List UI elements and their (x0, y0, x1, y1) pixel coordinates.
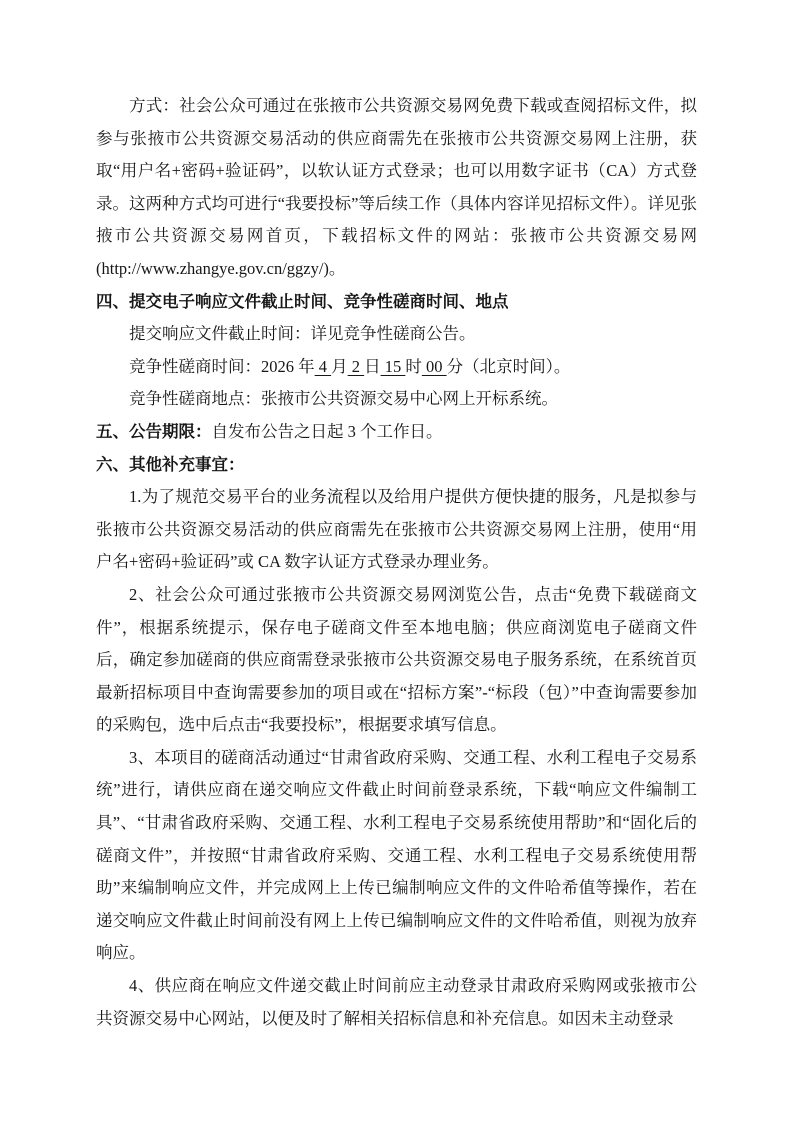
negotiation-time-suffix: 分（北京时间）。 (446, 356, 571, 376)
section5-line (96, 416, 697, 449)
section6-item-3: 3、本项目的磋商活动通过“甘肃省政府采购、交通工程、水利工程电子交易系统”进行，请供应商在递交响应文件截止时间前登录系统，下载“响应文件编制工具”、“甘肃省政府采购、交通工程、水利工程电子交易系统使用帮助”和“固化后的磋商文件”，并按照“甘肃省政府采购、交通工程、水利工程电子交易系统使用帮助”来编制响应文件，并完成网上上传已编制响应文件的文件哈希值等操作，若在递交响应文件截止时间前没有网上上传已编制响应文件的文件哈希值，则视为放弃响应。 (96, 747, 697, 963)
negotiation-minute-value: 00 (421, 356, 447, 376)
section5-heading: 五、公告期限： (96, 421, 212, 441)
month-label: 月 (331, 356, 348, 376)
section6-item-4: 4、供应商在响应文件递交截止时间前应主动登录甘肃政府采购网或张掖市公共资源交易中心网站，以便及时了解相关招标信息和补充信息。如因未主动登录 (96, 976, 697, 1028)
negotiation-time-prefix: 竞争性磋商时间：2026 年 (129, 356, 315, 376)
negotiation-location-line: 竞争性磋商地点：张掖市公共资源交易中心网上开标系统。 (129, 389, 558, 409)
section5-body: 自发布公告之日起 3 个工作日。 (211, 421, 443, 441)
negotiation-day-value: 2 (347, 356, 365, 376)
section6-heading: 六、其他补充事宜： (96, 454, 245, 474)
section6-item-2: 2、社会公众可通过张掖市公共资源交易网浏览公告，点击“免费下载磋商文件”，根据系统提示，保存电子磋商文件至本地电脑；供应商浏览电子磋商文件后，确定参加磋商的供应商需登录张掖市公共资源交易电子服务系统，在系统首页最新招标项目中查询需要参加的项目或在“招标方案”-“标段（包）”中查询需要参加的采购包，选中后点击“我要投标”，根据要求填写信息。 (96, 584, 697, 735)
day-label: 日 (364, 356, 381, 376)
submission-deadline-line: 提交响应文件截止时间：详见竞争性磋商公告。 (129, 324, 476, 344)
hour-label: 时 (405, 356, 422, 376)
negotiation-time-line (96, 351, 697, 384)
intro-paragraph: 方式：社会公众可通过在张掖市公共资源交易网免费下载或查阅招标文件，拟参与张掖市公共资源交易活动的供应商需先在张掖市公共资源交易网上注册，获取“用户名+密码+验证码”，以软认证方式登录；也可以用数字证书（CA）方式登录。这两种方式均可进行“我要投标”等后续工作（具体内容详见招标文件）。详见张掖市公共资源交易网首页，下载招标文件的网站：张掖市公共资源交易网(http://www.zhangye.gov.cn/ggzy/)。 (96, 96, 697, 278)
section6-item-1: 1.为了规范交易平台的业务流程以及给用户提供方便快捷的服务，凡是拟参与张掖市公共资源交易活动的供应商需先在张掖市公共资源交易网上注册，使用“用户名+密码+验证码”或 CA 数字认证方式登录办理业务。 (96, 487, 697, 572)
negotiation-hour-value: 15 (380, 356, 406, 376)
negotiation-month-value: 4 (314, 356, 332, 376)
section4-heading: 四、提交电子响应文件截止时间、竞争性磋商时间、地点 (96, 291, 509, 311)
